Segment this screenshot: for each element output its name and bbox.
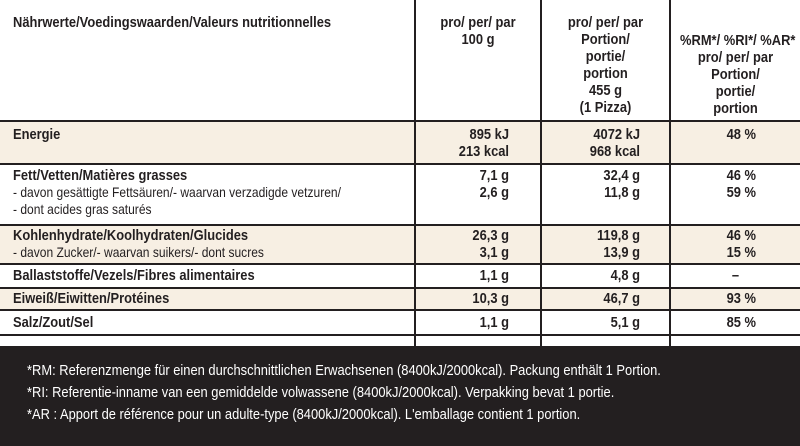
row-band-energie (0, 121, 800, 164)
footnote-ri: *RI: Referentie-inname van een gemiddelde volwassene (8400kJ/2000kcal). Verpakking bevat 1 portie. (27, 384, 615, 401)
header-label-column: Nährwerte/Voedingswaarden/Valeurs nutritionnelles (13, 14, 332, 31)
header-ri-line: portion (713, 100, 758, 117)
column-divider (669, 0, 671, 346)
header-portion-line: portion (583, 65, 628, 82)
header-portion-line: portie/ (585, 48, 626, 65)
row-label-salz: Salz/Zout/Sel (13, 314, 94, 331)
footnote-ar: *AR : Apport de référence pour un adulte-type (8400kJ/2000kcal). L'emballage contient 1 portion. (27, 406, 581, 423)
column-divider (414, 0, 416, 346)
footnote-rm: *RM: Referenzmenge für einen durchschnittlichen Erwachsenen (8400kJ/2000kcal). Packung enthält 1 Portion. (27, 362, 661, 379)
row-divider (0, 334, 800, 336)
header-per100-line: 100 g (461, 31, 495, 48)
value-portion-energie: 968 kcal (589, 143, 640, 160)
row-label-energie: Energie (13, 126, 61, 143)
header-portion-line: (1 Pizza) (579, 99, 632, 116)
header-portion-line: Portion/ (581, 31, 630, 48)
value-portion-salz: 5,1 g (610, 314, 640, 331)
value-per100-fett: 7,1 g (479, 167, 509, 184)
row-sublabel-fett: - davon gesättigte Fettsäuren/- waarvan verzadigde vetzuren/ (13, 184, 341, 200)
value-per100-salz: 1,1 g (479, 314, 509, 331)
value-ri-kohlenhydrate: 46 % (726, 227, 756, 244)
value-portion-zucker: 13,9 g (603, 244, 640, 261)
row-divider (0, 287, 800, 289)
value-per100-fett-saturated: 2,6 g (479, 184, 509, 201)
row-sublabel-kohlenhydrate: - davon Zucker/- waarvan suikers/- dont sucres (13, 244, 264, 260)
value-portion-eiweiss: 46,7 g (603, 290, 640, 307)
value-ri-energie: 48 % (726, 126, 756, 143)
value-portion-kohlenhydrate: 119,8 g (596, 227, 640, 244)
row-label-kohlenhydrate: Kohlenhydrate/Koolhydraten/Glucides (13, 227, 249, 244)
value-per100-energie: 895 kJ (469, 126, 509, 143)
row-sublabel-fett: - dont acides gras saturés (13, 201, 152, 217)
row-divider (0, 224, 800, 226)
header-portion-line: pro/ per/ par (567, 14, 644, 31)
value-ri-ballaststoffe: – (731, 267, 740, 284)
row-divider (0, 120, 800, 122)
value-portion-fett-saturated: 11,8 g (604, 184, 640, 201)
value-per100-energie: 213 kcal (458, 143, 509, 160)
row-divider (0, 263, 800, 265)
header-ri-line: portie/ (715, 83, 756, 100)
footnotes (0, 346, 800, 446)
row-divider (0, 163, 800, 165)
value-portion-energie: 4072 kJ (593, 126, 640, 143)
value-per100-eiweiss: 10,3 g (472, 290, 509, 307)
value-ri-zucker: 15 % (726, 244, 756, 261)
row-label-fett: Fett/Vetten/Matières grasses (13, 167, 188, 184)
value-ri-fett: 46 % (726, 167, 756, 184)
value-per100-kohlenhydrate: 26,3 g (472, 227, 509, 244)
value-per100-zucker: 3,1 g (479, 244, 509, 261)
column-divider (540, 0, 542, 346)
header-ri-line: Portion/ (711, 66, 760, 83)
value-ri-eiweiss: 93 % (726, 290, 756, 307)
row-divider (0, 309, 800, 311)
value-portion-ballaststoffe: 4,8 g (610, 267, 640, 284)
row-label-ballaststoffe: Ballaststoffe/Vezels/Fibres alimentaires (13, 267, 255, 284)
value-per100-ballaststoffe: 1,1 g (479, 267, 509, 284)
value-ri-fett-saturated: 59 % (726, 184, 756, 201)
value-ri-salz: 85 % (726, 314, 756, 331)
value-portion-fett: 32,4 g (603, 167, 640, 184)
row-label-eiweiss: Eiweiß/Eiwitten/Protéines (13, 290, 170, 307)
header-portion-line: 455 g (588, 82, 622, 99)
header-ri-line: %RM*/ %RI*/ %AR* (680, 32, 796, 49)
header-ri-line: pro/ per/ par (697, 49, 774, 66)
header-per100-line: pro/ per/ par (440, 14, 516, 31)
